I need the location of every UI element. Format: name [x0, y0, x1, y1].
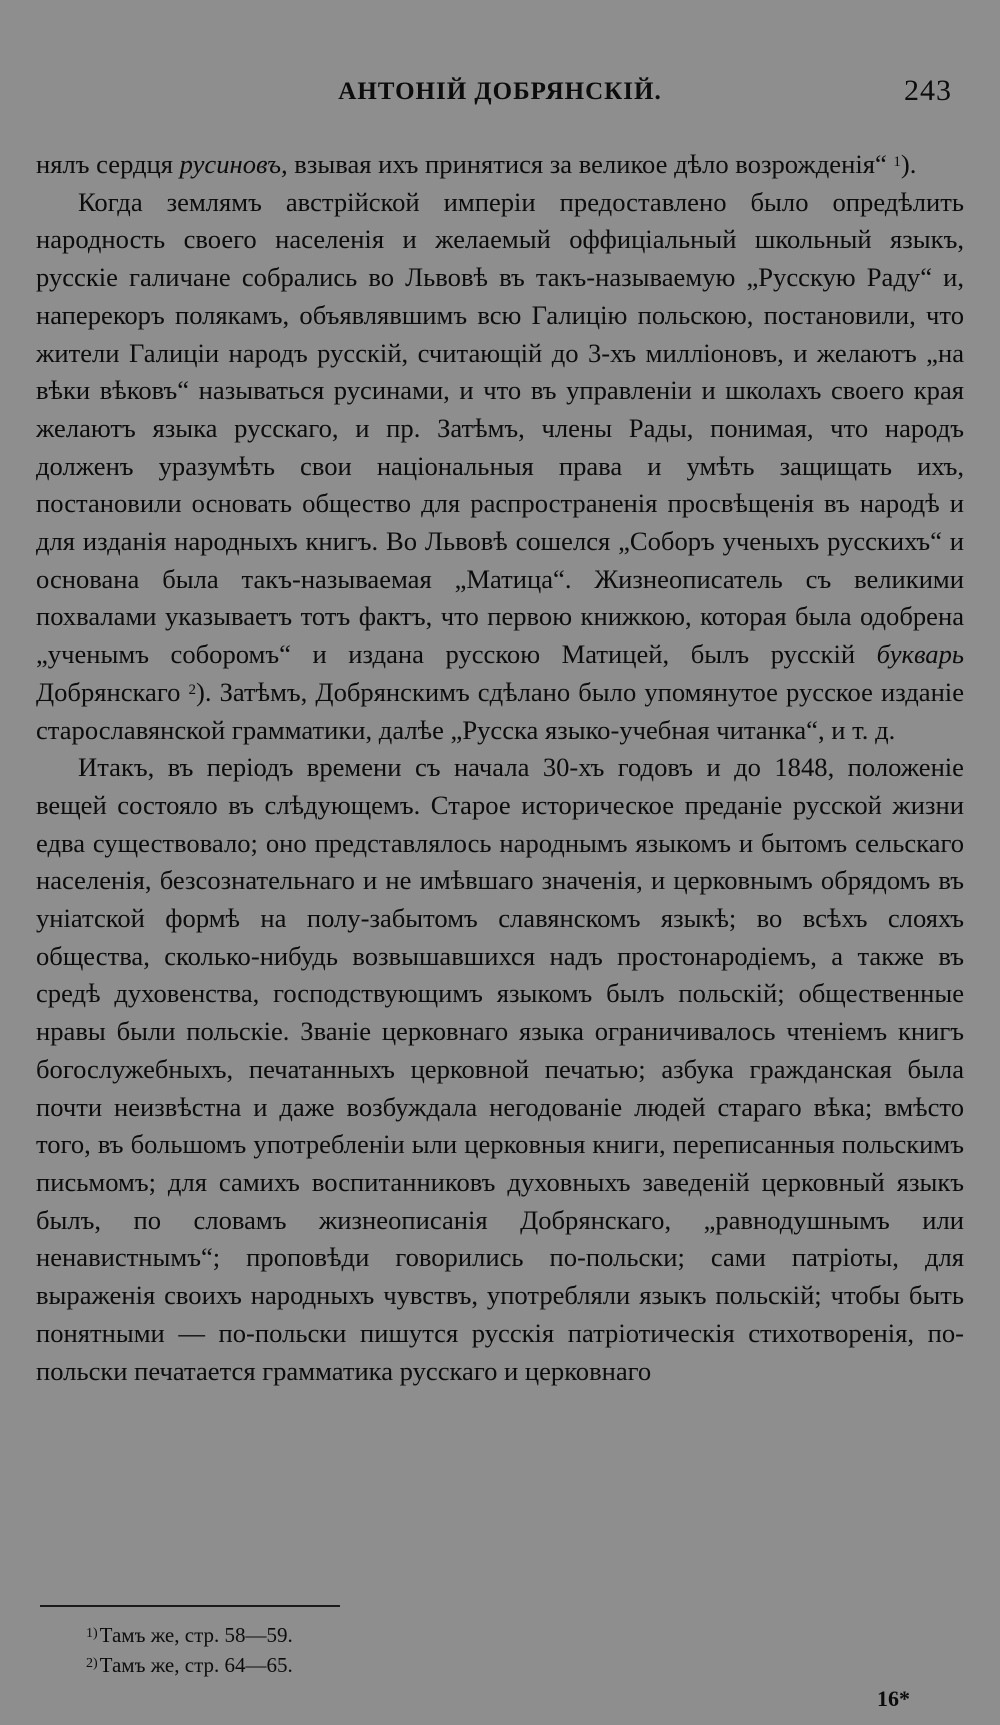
paragraph-itak: Итакъ, въ періодъ времени съ начала 30-хъ годовъ и до 1848, положеніе вещей состояло въ слѣдующемъ. Старое историческое преданіе русской жизни едва существовало; оно представлялось народнымъ языкомъ и бытомъ сельскаго населенія, безсознательнаго и не имѣвшаго значенія, и церковнымъ обрядомъ въ уніатской формѣ на полу-забытомъ славянскомъ языкѣ; во всѣхъ слояхъ общества, сколько-нибудь возвышавшихся надъ простонародіемъ, а также въ средѣ духовенства, господствующимъ языкомъ былъ польскій; общественные нравы были польскіе. Званіе церковнаго языка ограничивалось чтеніемъ книгъ богослужебныхъ, печатанныхъ церковной печатью; азбука гражданская была почти неизвѣстна и даже возбуждала негодованіе людей стараго вѣка; вмѣсто того, въ большомъ употребленіи ыли церковныя книги, переписанныя польскимъ письмомъ; для самихъ воспитанниковъ духовныхъ заведеній церковный языкъ былъ, по словамъ жизнеописанія Добрянскаго, „равнодушнымъ или ненавистнымъ“; проповѣди говорились по-польски; сами патріоты, для выраженія своихъ народныхъ чувствъ, употребляли языкъ польскій; чтобы быть понятными — по-польски пишутся русскія патріотическія стихотворенія, по-польски печатается грамматика русскаго и церковнаго	[36, 752, 964, 1386]
footnote-divider	[40, 1605, 340, 1607]
running-title: АНТОНІЙ ДОБРЯНСКІЙ.	[338, 78, 662, 105]
paragraph-continued	[36, 146, 964, 184]
body-text	[36, 146, 964, 1390]
footnote-reference-1: 1	[893, 154, 901, 170]
text-run: Добрянскаго	[36, 676, 189, 707]
text-run: ). Затѣмъ, Добрянскимъ сдѣлано было упомянутое русское изданіе старославянской грамматики, далѣе „Русска языко-учебная читанка“, и т. д.	[36, 676, 965, 745]
italic-text: букварь	[876, 639, 964, 670]
footnotes	[86, 1620, 293, 1680]
footnote-reference-2: 2	[188, 681, 196, 698]
paragraph-rada	[36, 184, 964, 750]
footnote-mark: 1)	[86, 1626, 98, 1641]
italic-text: русиновъ,	[179, 149, 288, 179]
footnote-text: Тамъ же, стр. 58—59.	[99, 1623, 293, 1647]
footnote	[86, 1620, 293, 1650]
footnote	[86, 1650, 293, 1680]
text-run: Когда землямъ австрійской имперіи предоставлено было опредѣлить народность своего населенія и желаемый оффиціальный школьный языкъ, русскіе галичане собрались во Львовѣ въ такъ-называемую „Русскую Раду“ и, наперекоръ полякамъ, объявлявшимъ всю Галицію польскою, постановили, что жители Галиціи народъ русскій, считающій до 3-хъ милліоновъ, и желаютъ „на вѣки вѣковъ“ называться русинами, и что въ управленіи и школахъ своего края желаютъ языка русскаго, и пр. Затѣмъ, члены Рады, понимая, что народъ долженъ уразумѣть свои національныя права и умѣть защищать ихъ, постановили основать общество для распространенія просвѣщенія въ народѣ и для изданія народныхъ книгъ. Во Львовѣ сошелся „Соборъ ученыхъ русскихъ“ и основана была такъ-называемая „Матица“. Жизнеописатель съ великими похвалами указываетъ тотъ фактъ, что первою книжкою, которая была одобрена „ученымъ соборомъ“ и издана русскою Матицей, былъ русскій	[36, 186, 964, 670]
page-number: 243	[904, 74, 952, 107]
signature-mark: 16*	[877, 1686, 910, 1711]
footnote-text: Тамъ же, стр. 64—65.	[99, 1653, 293, 1677]
page-header	[40, 74, 960, 118]
text-run: взывая ихъ принятися за великое дѣло возрожденія“	[287, 149, 894, 179]
text-run: ).	[900, 149, 917, 179]
footnote-mark: 2)	[86, 1656, 98, 1671]
text-run: нялъ сердця	[36, 149, 180, 179]
